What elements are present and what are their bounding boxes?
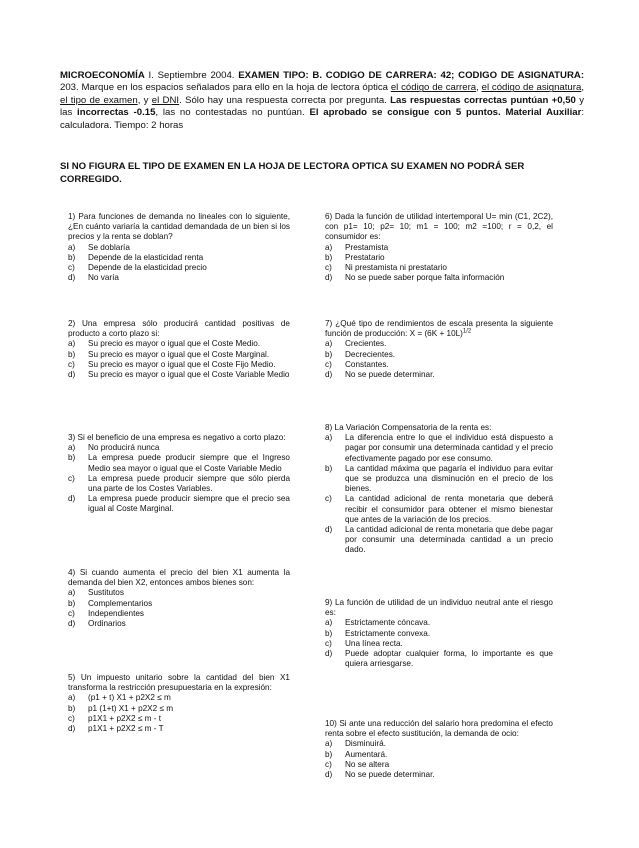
question-5 [68, 673, 290, 734]
option-c: c) No se altera [325, 759, 390, 769]
option-d: d) No se puede determinar. [325, 370, 435, 380]
question-4 [68, 568, 290, 629]
question-stem: 5) Un impuesto unitario sobre la cantidad del bien X1 transforma la restricción presupuestaria en la expresión: [68, 673, 290, 693]
question-stem: 8) La Variación Compensatoria de la renta es: [325, 423, 492, 432]
exam-type: EXAMEN TIPO: B. CODIGO DE CARRERA: 42; CODIGO DE ASIGNATURA: [238, 70, 585, 81]
option-d: d) No se puede saber porque falta información [325, 273, 505, 283]
option-c: c) Constantes. [325, 359, 389, 369]
option-a: a) (p1 + t) X1 + p2X2 ≤ m [68, 693, 171, 703]
option-a: a) Prestamista [325, 242, 389, 252]
option-b: b) La cantidad máxima que pagaría el individuo para evitar que se produzca una disminución en el precio de los bienes. [325, 463, 553, 494]
exponent: 1/2 [462, 328, 472, 335]
scoring-incorrect: incorrectas -0.15 [77, 107, 156, 119]
exam-warning: SI NO FIGURA EL TIPO DE EXAMEN EN LA HOJA DE LECTORA OPTICA SU EXAMEN NO PODRÁ SER CORREGIDO. [60, 161, 525, 185]
option-a: a) La diferencia entre lo que el individuo está dispuesto a pagar por consumir una determinada cantidad y el precio efectivamente pagado por ese consumo. [325, 433, 553, 463]
course-name: MICROECONOMÍA [60, 70, 145, 81]
option-a: a) Estrictamente cóncava. [325, 618, 431, 628]
option-a: a) Crecientes. [325, 339, 387, 349]
option-b: b) La empresa puede producir siempre que el Ingreso Medio sea mayor o igual que el Coste Variable Medio [68, 453, 290, 473]
option-b: b) Su precio es mayor o igual que el Coste Marginal. [68, 349, 270, 359]
option-d: d) Su precio es mayor o igual que el Coste Variable Medio [68, 370, 290, 380]
option-d: d) No varía [68, 273, 119, 283]
option-c: c) Depende de la elasticidad precio [68, 263, 207, 273]
question-8 [325, 423, 553, 556]
option-a: a) Se doblaría [68, 242, 130, 252]
option-c: c) La empresa puede producir siempre que sólo pierda una parte de los Costes Variables. [68, 473, 290, 494]
option-a: a) No producirá nunca [68, 443, 160, 453]
option-c: c) Una línea recta. [325, 638, 403, 648]
scoring-correct: Las respuestas correctas puntúan +0,50 [390, 94, 576, 106]
question-stem: 1) Para funciones de demanda no lineales con lo siguiente, ¿En cuánto variaría la cantidad demandada de un bien si los precios y la renta se doblan? [68, 212, 290, 242]
option-b: b) Decrecientes. [325, 349, 396, 359]
question-7 [325, 319, 553, 380]
option-c: c) Su precio es mayor o igual que el Coste Fijo Medio. [68, 359, 276, 369]
question-stem: 2) Una empresa sólo producirá cantidad positivas de producto a corto plazo si: [68, 319, 290, 339]
option-b: b) Complementarios [68, 598, 153, 608]
question-stem: 6) Dada la función de utilidad intertemporal U= min (C1, 2C2), con p1= 10; p2= 10; m1 = 100; m2 =100; r = 0,2, el consumidor es: [325, 212, 553, 242]
question-3 [68, 433, 290, 515]
question-stem: 10) Si ante una reducción del salario hora predomina el efecto renta sobre el efecto sustitución, la demanda de ocio: [325, 719, 553, 739]
question-stem: 4) Si cuando aumenta el precio del bien X1 aumenta la demanda del bien X2, entonces ambos bienes son: [68, 568, 290, 588]
option-d: d) p1X1 + p2X2 ≤ m - T [68, 724, 164, 734]
option-d: d) La empresa puede producir siempre que el precio sea igual al Coste Marginal. [68, 494, 290, 514]
option-c: c) Independientes [68, 608, 144, 618]
option-d: d) La cantidad adicional de renta monetaria que debe pagar por consumir una determinada cantidad a un precio dado. [325, 525, 553, 555]
question-1 [68, 212, 290, 283]
option-d: d) Puede adoptar cualquier forma, lo importante es que quiera arriesgarse. [325, 649, 553, 669]
option-b: b) Prestatario [325, 252, 385, 262]
option-d: d) Ordinarios [68, 619, 126, 629]
pass-mark: El aprobado se consigue con 5 puntos. Material Auxiliar [309, 107, 582, 119]
option-b: b) p1 (1+t) X1 + p2X2 ≤ m [68, 703, 174, 713]
question-2 [68, 319, 290, 380]
question-stem: 9) La función de utilidad de un individuo neutral ante el riesgo es: [325, 598, 553, 618]
option-c: c) Ni prestamista ni prestatario [325, 263, 447, 273]
question-stem: 7) ¿Qué tipo de rendimientos de escala presenta la siguiente función de producción: $X = (6K + 10L)^{1/2}$ [325, 319, 553, 339]
option-c: c) La cantidad adicional de renta monetaria que deberá recibir el consumidor para obtener el mismo bienestar que antes de la variación de los precios. [325, 494, 553, 524]
option-d: d) No se puede determinar. [325, 770, 435, 780]
exam-header: MICROECONOMÍA I. Septiembre 2004. EXAMEN TIPO: B. CODIGO DE CARRERA: 42; CODIGO DE ASIGNATURA: 203. Marque en los espacios señalados para ello en la hoja de lectora óptica el código de carrera, el código de asignatura, el tipo de examen, y el DNI. Sólo hay una respuesta correcta por pregunta. Las respuestas correctas puntúan +0,50 y las incorrectas -0.15, las no contestadas no puntúan. El aprobado se consigue con 5 puntos. Material Auxiliar: calculadora. Tiempo: 2 horas [60, 70, 585, 131]
option-c: c) p1X1 + p2X2 ≤ m - t [68, 713, 161, 723]
option-a: a) Disminuirá. [325, 739, 386, 749]
option-a: a) Sustitutos [68, 588, 124, 598]
option-a: a) Su precio es mayor o igual que el Coste Medio. [68, 339, 261, 349]
question-stem: 3) Si el beneficio de una empresa es negativo a corto plazo: [68, 433, 286, 442]
option-b: b) Aumentará. [325, 749, 388, 759]
option-b: b) Estrictamente convexa. [325, 628, 431, 638]
question-10 [325, 719, 553, 780]
option-b: b) Depende de la elasticidad renta [68, 252, 204, 262]
question-6 [325, 212, 553, 283]
question-9 [325, 598, 553, 669]
